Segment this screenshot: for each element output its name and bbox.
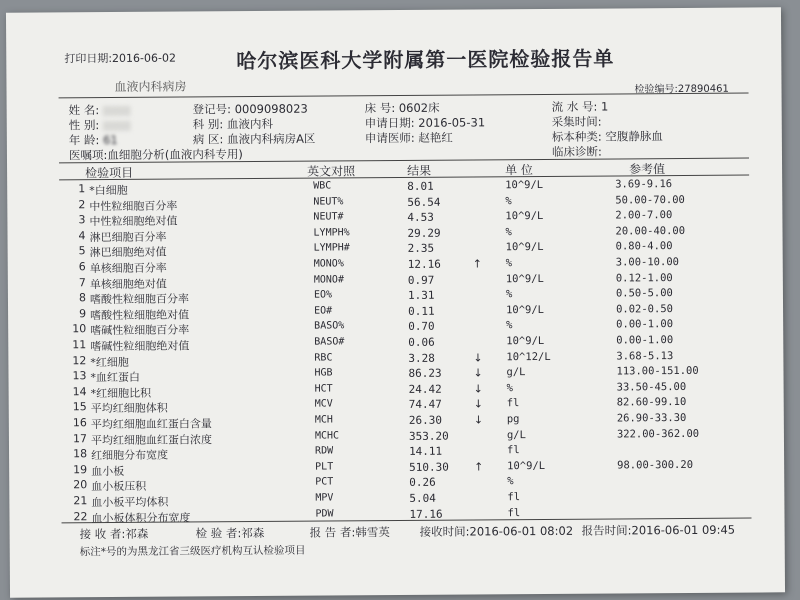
row-index: 8 xyxy=(78,291,87,305)
test-abbreviation: HGB xyxy=(314,367,333,379)
test-name: 血小板体积分布宽度 xyxy=(91,511,191,525)
patient-age: 年 龄: 61 xyxy=(68,132,118,148)
test-abbreviation: MONO% xyxy=(313,258,344,270)
reference-range: 0.80-4.00 xyxy=(615,240,673,253)
test-unit: % xyxy=(505,225,512,239)
reference-range: 3.00-10.00 xyxy=(615,256,679,269)
test-result: 14.11 xyxy=(408,444,443,459)
col-header-ref: 参考值 xyxy=(629,162,666,177)
test-unit: 10^9/L xyxy=(506,303,545,317)
test-name: 嗜酸性粒细胞百分率 xyxy=(89,292,190,307)
test-name: 血小板平均体积 xyxy=(91,495,169,510)
test-name: 红细胞分布宽度 xyxy=(91,448,169,463)
test-result: 1.31 xyxy=(407,288,435,303)
test-result: 29.29 xyxy=(407,226,441,240)
row-index: 6 xyxy=(78,260,86,274)
test-abbreviation: BASO# xyxy=(314,336,345,348)
abnormal-flag: ↑ xyxy=(474,460,484,474)
test-abbreviation: PCT xyxy=(315,476,334,488)
test-abbreviation: NEUT# xyxy=(313,211,344,223)
row-index: 7 xyxy=(78,275,86,289)
test-result: 353.20 xyxy=(408,429,449,443)
row-index: 12 xyxy=(72,353,87,367)
row-index: 2 xyxy=(78,197,86,211)
row-index: 16 xyxy=(72,416,87,430)
reference-range: 0.12-1.00 xyxy=(615,271,673,285)
abnormal-flag: ↓ xyxy=(473,397,483,411)
test-result: 0.06 xyxy=(408,335,435,349)
specimen-type: 标本种类: 空腹静脉血 xyxy=(551,129,663,144)
row-index: 5 xyxy=(78,244,86,258)
reference-range: 3.69-9.16 xyxy=(615,178,673,191)
test-name: 平均红细胞血红蛋白浓度 xyxy=(90,432,212,447)
row-index: 19 xyxy=(73,462,88,477)
reference-range: 0.50-5.00 xyxy=(615,287,673,300)
row-index: 14 xyxy=(72,384,87,399)
test-name: 嗜碱性粒细胞绝对值 xyxy=(90,339,190,354)
collect-time: 采集时间: xyxy=(551,114,602,129)
row-index: 22 xyxy=(73,509,88,523)
test-result: 5.04 xyxy=(409,491,436,505)
lab-report-sheet xyxy=(6,7,785,597)
inspect-number: 检验编号:27890461 xyxy=(634,83,729,96)
row-index: 18 xyxy=(73,447,88,461)
reference-range: 2.00-7.00 xyxy=(615,209,673,222)
row-index: 11 xyxy=(72,338,87,352)
test-unit: g/L xyxy=(506,428,526,441)
test-unit: 10^9/L xyxy=(505,241,544,254)
test-unit: 10^9/L xyxy=(506,334,545,348)
reference-range: 322.00-362.00 xyxy=(616,427,700,441)
row-index: 10 xyxy=(72,322,87,336)
test-result: 4.53 xyxy=(407,210,434,225)
row-index: 4 xyxy=(78,228,86,243)
test-abbreviation: MCH xyxy=(314,414,333,426)
col-header-abbr: 英文对照 xyxy=(307,164,356,179)
test-abbreviation: MONO# xyxy=(313,273,344,286)
test-abbreviation: EO# xyxy=(314,305,333,317)
test-result: 510.30 xyxy=(409,460,449,474)
test-unit: % xyxy=(505,257,513,270)
abnormal-flag: ↑ xyxy=(472,257,482,271)
col-header-result: 结果 xyxy=(407,163,432,178)
row-index: 3 xyxy=(78,213,86,227)
test-abbreviation: RDW xyxy=(314,445,334,457)
test-abbreviation: BASO% xyxy=(314,320,345,332)
test-unit: % xyxy=(505,194,512,207)
test-unit: fl xyxy=(506,397,520,410)
row-index: 13 xyxy=(72,369,87,383)
test-abbreviation: PDW xyxy=(315,508,334,520)
department: 科 别: 血液内科 xyxy=(192,116,273,132)
test-result: 2.35 xyxy=(407,242,435,256)
patient-name: 姓 名: xyxy=(69,102,131,118)
row-index: 15 xyxy=(72,400,87,414)
reference-range: 3.68-5.13 xyxy=(616,349,674,363)
department-name: 血液内科病房 xyxy=(114,79,187,94)
test-unit: 10^12/L xyxy=(506,350,551,363)
row-index: 21 xyxy=(73,494,88,508)
test-abbreviation: MPV xyxy=(315,492,334,504)
test-name: *红细胞 xyxy=(90,355,129,369)
test-result: 0.11 xyxy=(408,304,435,318)
test-abbreviation: HCT xyxy=(314,383,333,395)
row-index: 9 xyxy=(79,306,87,321)
row-index: 1 xyxy=(78,182,86,196)
registration-number: 登记号: 0009098023 xyxy=(192,101,308,117)
reference-range: 0.02-0.50 xyxy=(616,302,673,316)
reference-range: 0.00-1.00 xyxy=(616,334,674,347)
test-result: 74.47 xyxy=(408,398,442,412)
test-name: 嗜酸性粒细胞绝对值 xyxy=(90,308,190,322)
test-unit: pg xyxy=(506,413,520,426)
report-time: 报告时间:2016-06-01 09:45 xyxy=(581,522,736,538)
report-title: 哈尔滨医科大学附属第一医院检验报告单 xyxy=(236,46,615,74)
abnormal-flag: ↓ xyxy=(473,382,483,396)
test-result: 0.26 xyxy=(409,476,436,490)
test-abbreviation: EO% xyxy=(313,289,333,301)
test-name: 中性粒细胞绝对值 xyxy=(89,214,178,229)
abnormal-flag: ↓ xyxy=(473,350,483,365)
test-result: 86.23 xyxy=(408,366,442,381)
test-unit: % xyxy=(505,288,513,301)
mutual-recognition-note: 标注*号的为黑龙江省三级医疗机构互认检验项目 xyxy=(79,544,306,559)
ward: 病 区: 血液内科病房A区 xyxy=(192,131,316,147)
test-result: 24.42 xyxy=(408,382,442,396)
redacted-name xyxy=(103,105,131,115)
test-name: 淋巴细胞绝对值 xyxy=(89,245,167,260)
test-abbreviation: PLT xyxy=(315,461,334,473)
test-abbreviation: WBC xyxy=(313,180,332,192)
reporter: 报 告 者:韩雪英 xyxy=(309,525,390,540)
test-abbreviation: MCV xyxy=(314,398,333,410)
test-result: 0.70 xyxy=(408,320,435,334)
test-name: *白细胞 xyxy=(89,183,128,198)
test-unit: fl xyxy=(507,506,521,519)
reference-range: 82.60-99.10 xyxy=(616,396,687,409)
reference-range: 113.00-151.00 xyxy=(616,365,699,378)
reference-range: 33.50-45.00 xyxy=(616,380,687,394)
bed-number: 床 号: 0602床 xyxy=(364,100,440,116)
reference-range: 50.00-70.00 xyxy=(615,193,685,207)
reference-range: 0.00-1.00 xyxy=(616,318,674,331)
abnormal-flag: ↓ xyxy=(473,413,484,427)
test-name: *血红蛋白 xyxy=(90,370,141,385)
test-unit: 10^9/L xyxy=(505,178,544,192)
test-abbreviation: RBC xyxy=(314,352,333,364)
test-result: 26.30 xyxy=(408,413,442,427)
print-date: 打印日期:2016-06-02 xyxy=(64,51,176,66)
abnormal-flag: ↓ xyxy=(473,366,483,380)
test-result: 12.16 xyxy=(407,257,441,271)
clinical-diagnosis: 临床诊断: xyxy=(551,144,602,159)
test-result: 8.01 xyxy=(407,179,434,193)
test-unit: 10^9/L xyxy=(505,272,544,285)
test-name: 血小板 xyxy=(91,464,125,478)
test-name: 单核细胞绝对值 xyxy=(89,277,167,291)
test-result: 17.16 xyxy=(409,507,443,521)
test-name: 平均红细胞血红蛋白含量 xyxy=(90,417,212,432)
apply-date: 申请日期: 2016-05-31 xyxy=(364,115,486,131)
reference-range: 20.00-40.00 xyxy=(615,224,686,238)
serial-number: 流 水 号: 1 xyxy=(551,99,609,114)
order-item: 医嘱项:血细胞分析(血液内科专用) xyxy=(68,147,243,163)
receiver: 接 收 者:祁森 xyxy=(79,526,149,542)
test-abbreviation: MCHC xyxy=(314,429,340,442)
test-name: 中性粒细胞百分率 xyxy=(89,199,178,213)
row-index: 17 xyxy=(72,431,87,445)
col-header-unit: 单 位 xyxy=(505,163,533,178)
test-abbreviation: NEUT% xyxy=(313,195,344,208)
receive-time: 接收时间:2016-06-01 08:02 xyxy=(419,523,574,539)
reference-range: 26.90-33.30 xyxy=(616,411,687,425)
col-header-item: 检验项目 xyxy=(85,165,134,181)
inspector: 检 验 者:祁森 xyxy=(195,525,265,541)
test-unit: g/L xyxy=(506,366,526,379)
test-name: 嗜碱性粒细胞百分率 xyxy=(90,323,190,338)
apply-doctor: 申请医师: 赵艳红 xyxy=(364,130,453,146)
patient-gender: 性 别: xyxy=(69,117,131,133)
test-abbreviation: LYMPH# xyxy=(313,242,350,254)
reference-range: 98.00-300.20 xyxy=(617,458,694,472)
redacted-gender xyxy=(103,120,131,130)
test-result: 56.54 xyxy=(407,195,441,209)
test-unit: fl xyxy=(506,444,520,457)
test-unit: 10^9/L xyxy=(505,210,544,223)
test-name: 血小板压积 xyxy=(91,480,147,494)
test-unit: % xyxy=(506,319,513,332)
row-index: 20 xyxy=(73,478,88,492)
test-unit: fl xyxy=(507,491,521,504)
test-unit: % xyxy=(506,381,513,395)
test-result: 0.97 xyxy=(407,273,435,287)
test-result: 3.28 xyxy=(408,351,435,365)
test-name: 平均红细胞体积 xyxy=(90,401,168,416)
test-name: *红细胞比积 xyxy=(90,386,152,400)
test-name: 单核细胞百分率 xyxy=(89,261,167,276)
test-unit: 10^9/L xyxy=(507,459,546,473)
test-unit: % xyxy=(507,475,514,488)
test-name: 淋巴细胞百分率 xyxy=(89,230,167,244)
test-abbreviation: LYMPH% xyxy=(313,227,350,239)
